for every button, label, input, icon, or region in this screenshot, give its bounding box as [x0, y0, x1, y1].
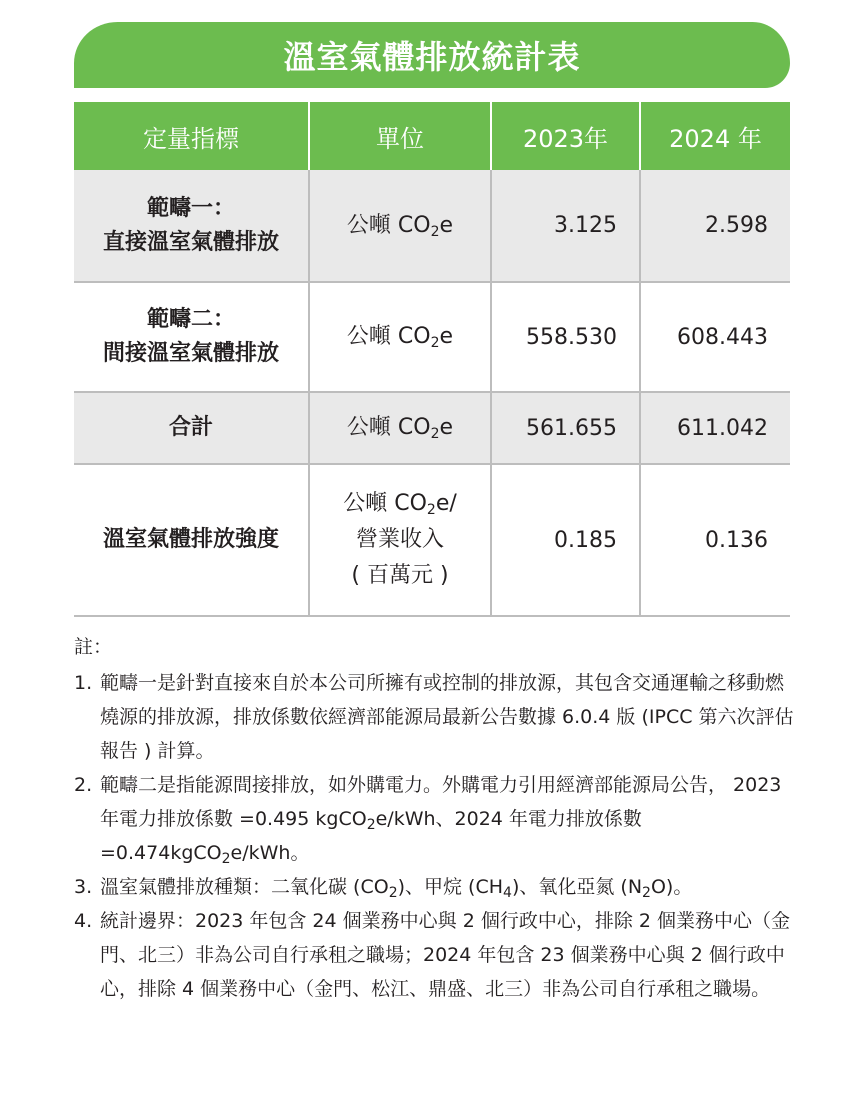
header-unit: 單位 — [309, 102, 491, 170]
header-2024: 2024 年 — [640, 102, 790, 170]
indicator-cell: 範疇二： 間接溫室氣體排放 — [74, 282, 309, 392]
value-2024: 611.042 — [640, 392, 790, 464]
notes-section — [74, 630, 794, 1006]
indicator-cell: 合計 — [74, 392, 309, 464]
indicator-cell: 範疇一： 直接溫室氣體排放 — [74, 170, 309, 282]
value-2023: 561.655 — [491, 392, 640, 464]
notes-heading: 註： — [74, 636, 113, 658]
note-item: 3. 溫室氣體排放種類：二氧化碳 $(CO_2)$、甲烷 $(CH_4)$、氧化亞氮 $(N_2O)$。 — [74, 876, 693, 901]
table-row — [74, 464, 790, 616]
unit-cell: 公噸 $CO_2e$ — [309, 282, 491, 392]
notes-list — [74, 666, 794, 1006]
note-item: 1. 範疇一是針對直接來自於本公司所擁有或控制的排放源，其包含交通運輸之移動燃燒源的排放源，排放係數依經濟部能源局最新公告數據 6.0.4 版 (IPCC 第六次評估報告 ) 計算。 — [74, 672, 794, 762]
table-row — [74, 170, 790, 282]
value-2023: 558.530 — [491, 282, 640, 392]
value-2024: 2.598 — [640, 170, 790, 282]
table-header-row — [74, 102, 790, 170]
note-item: 2. 範疇二是指能源間接排放，如外購電力。外購電力引用經濟部能源局公告， 2023 年電力排放係數 =0.495 kgCO$_2$e/kWh、2024 年電力排放係數 =0.474kgCO$_2$e/kWh。 — [74, 774, 782, 867]
indicator-cell: 溫室氣體排放強度 — [74, 464, 309, 616]
header-2023: 2023年 — [491, 102, 640, 170]
header-indicator: 定量指標 — [74, 102, 309, 170]
page-title: 溫室氣體排放統計表 — [283, 38, 581, 76]
value-2024: 0.136 — [640, 464, 790, 616]
table-row — [74, 282, 790, 392]
unit-cell: 公噸 $CO_2e/$ 營業收入 ( 百萬元 ) — [309, 464, 491, 616]
unit-cell: 公噸 $CO_2e$ — [309, 170, 491, 282]
title-banner — [74, 22, 790, 88]
value-2023: 0.185 — [491, 464, 640, 616]
emissions-table — [74, 102, 790, 617]
value-2023: 3.125 — [491, 170, 640, 282]
value-2024: 608.443 — [640, 282, 790, 392]
unit-cell: 公噸 $CO_2e$ — [309, 392, 491, 464]
note-item: 4. 統計邊界：2023 年包含 24 個業務中心與 2 個行政中心，排除 2 個業務中心（金門、北三）非為公司自行承租之職場；2024 年包含 23 個業務中心與 2 個行政中心，排除 4 個業務中心（金門、松江、鼎盛、北三）非為公司自行承租之職場。 — [74, 910, 790, 1000]
table-row — [74, 392, 790, 464]
